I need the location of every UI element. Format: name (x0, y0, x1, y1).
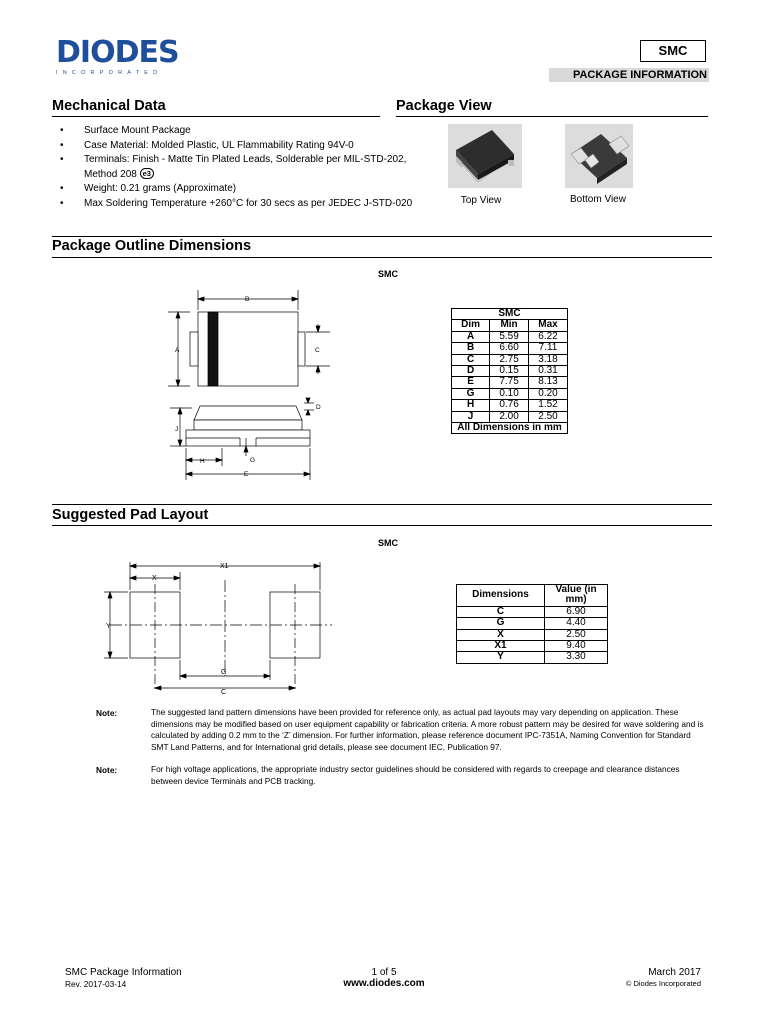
table-row (452, 331, 568, 342)
top-view-image (448, 124, 522, 188)
note-label: Note: (96, 708, 118, 718)
table-row (452, 400, 568, 411)
table-cell: 3.18 (529, 354, 568, 365)
table-cell: 9.40 (545, 641, 608, 652)
table-row (457, 641, 608, 652)
list-item-text: Terminals: Finish - Matte Tin Plated Leads, Solderable per MIL-STD-202, Method 208 (84, 154, 407, 180)
list-item: • Surface Mount Package (84, 124, 414, 139)
table-row (452, 411, 568, 422)
outline-rule-top (52, 236, 712, 237)
table-cell: Y (457, 652, 545, 663)
bottom-view-caption: Bottom View (570, 194, 626, 205)
dim-label-d: D (316, 404, 321, 411)
table-footer: All Dimensions in mm (452, 423, 568, 434)
table-cell: 8.13 (529, 377, 568, 388)
package-view-heading: Package View (396, 98, 492, 114)
table-cell: E (452, 377, 490, 388)
table-cell: 0.76 (490, 400, 529, 411)
outline-drawing (160, 288, 340, 483)
table-cell: 7.11 (529, 343, 568, 354)
outline-dimension-table (451, 308, 568, 434)
pad-rule-top (52, 504, 712, 505)
dim-label-g: G (250, 457, 256, 464)
logo-wordmark: DIODES (56, 35, 179, 70)
footer-page-number: 1 of 5 (371, 967, 397, 978)
table-cell: X (457, 629, 545, 640)
note-text: For high voltage applications, the appropriate industry sector guidelines should be considered with regards to creepage and clearance distances between device Terminals and PCB tracking. (151, 764, 680, 786)
footer-date: March 2017 (648, 967, 701, 978)
package-view-rule (396, 116, 708, 117)
table-cell: 2.50 (529, 411, 568, 422)
list-item: • Weight: 0.21 grams (Approximate) (84, 182, 414, 197)
table-title: SMC (452, 309, 568, 320)
table-cell: 0.15 (490, 366, 529, 377)
table-header: Value (in mm) (545, 585, 608, 607)
table-cell: 2.50 (545, 629, 608, 640)
package-information-label: PACKAGE INFORMATION (549, 68, 709, 82)
outline-package-label: SMC (378, 269, 398, 279)
table-cell: G (452, 388, 490, 399)
mechanical-data-list (60, 124, 414, 211)
table-cell: C (457, 606, 545, 617)
logo-subtitle: INCORPORATED (56, 70, 163, 76)
pad-layout-drawing (100, 558, 340, 698)
table-cell: 0.10 (490, 388, 529, 399)
table-cell: B (452, 343, 490, 354)
table-row (457, 629, 608, 640)
table-cell: 6.22 (529, 331, 568, 342)
table-cell: 1.52 (529, 400, 568, 411)
table-cell: D (452, 366, 490, 377)
footer-website-link[interactable]: www.diodes.com (343, 978, 425, 989)
dim-label-e: E (244, 471, 249, 478)
table-row (452, 388, 568, 399)
table-row (457, 652, 608, 663)
table-row (452, 366, 568, 377)
table-cell: H (452, 400, 490, 411)
diodes-logo (56, 35, 196, 78)
table-cell: X1 (457, 641, 545, 652)
mechanical-data-heading: Mechanical Data (52, 98, 166, 114)
pad-label-x1: X1 (220, 563, 229, 570)
table-row (457, 618, 608, 629)
package-name-box: SMC (640, 40, 706, 62)
outline-rule-bottom (52, 257, 712, 258)
table-cell: J (452, 411, 490, 422)
top-view-caption: Top View (460, 195, 502, 206)
dim-label-a: A (175, 347, 180, 354)
pad-package-label: SMC (378, 538, 398, 548)
table-header: Max (529, 320, 568, 331)
table-cell: 5.59 (490, 331, 529, 342)
table-header: Min (490, 320, 529, 331)
table-header: Dimensions (457, 585, 545, 607)
e3-mark-icon: e3 (140, 168, 154, 179)
table-cell: 0.31 (529, 366, 568, 377)
dim-label-c: C (315, 347, 320, 354)
outline-dimensions-heading: Package Outline Dimensions (52, 238, 252, 254)
table-cell: 6.60 (490, 343, 529, 354)
table-cell: 2.00 (490, 411, 529, 422)
table-header: Dim (452, 320, 490, 331)
list-item: • Case Material: Molded Plastic, UL Flammability Rating 94V-0 (84, 139, 414, 154)
table-cell: 0.20 (529, 388, 568, 399)
table-cell: 2.75 (490, 354, 529, 365)
note-text: The suggested land pattern dimensions have been provided for reference only, as actual pad layouts may vary depending on application. These dimensions may be modified based on user equipment capability or fabrication criteria. A more robust pattern may be desired for wave soldering and is calculated by adding 0.2 mm to the ‘Z’ dimension. For further information, please reference document IPC-7351A, Naming Convention for Standard SMT Land Patterns, and for International grid details, please see document IEC, Publication 97. (151, 707, 704, 752)
pad-layout-heading: Suggested Pad Layout (52, 507, 209, 523)
table-row (452, 343, 568, 354)
bottom-view-image (565, 124, 633, 188)
dim-label-j: J (175, 426, 179, 433)
table-cell: 3.30 (545, 652, 608, 663)
footer-copyright: © Diodes Incorporated (625, 979, 701, 988)
dim-label-b: B (245, 296, 250, 303)
table-cell: 7.75 (490, 377, 529, 388)
pad-label-g: G (221, 669, 227, 676)
mechanical-rule (52, 116, 380, 117)
table-cell: 4.40 (545, 618, 608, 629)
table-cell: C (452, 354, 490, 365)
pad-label-y: Y (106, 623, 111, 630)
footer-revision: Rev. 2017-03-14 (65, 979, 127, 989)
table-cell: G (457, 618, 545, 629)
pad-label-c: C (221, 689, 227, 696)
list-item: • Max Soldering Temperature +260°C for 30 secs as per JEDEC J-STD-020 (84, 197, 414, 212)
table-cell: A (452, 331, 490, 342)
table-row (457, 606, 608, 617)
table-row (452, 354, 568, 365)
table-row (452, 377, 568, 388)
pad-dimension-table (456, 584, 608, 664)
note-label: Note: (96, 765, 118, 775)
footer-document-title: SMC Package Information (65, 967, 182, 978)
list-item (84, 153, 414, 182)
dim-label-h: H (200, 458, 205, 465)
pad-rule-bottom (52, 525, 712, 526)
table-cell: 6.90 (545, 606, 608, 617)
pad-label-x: X (152, 575, 157, 582)
